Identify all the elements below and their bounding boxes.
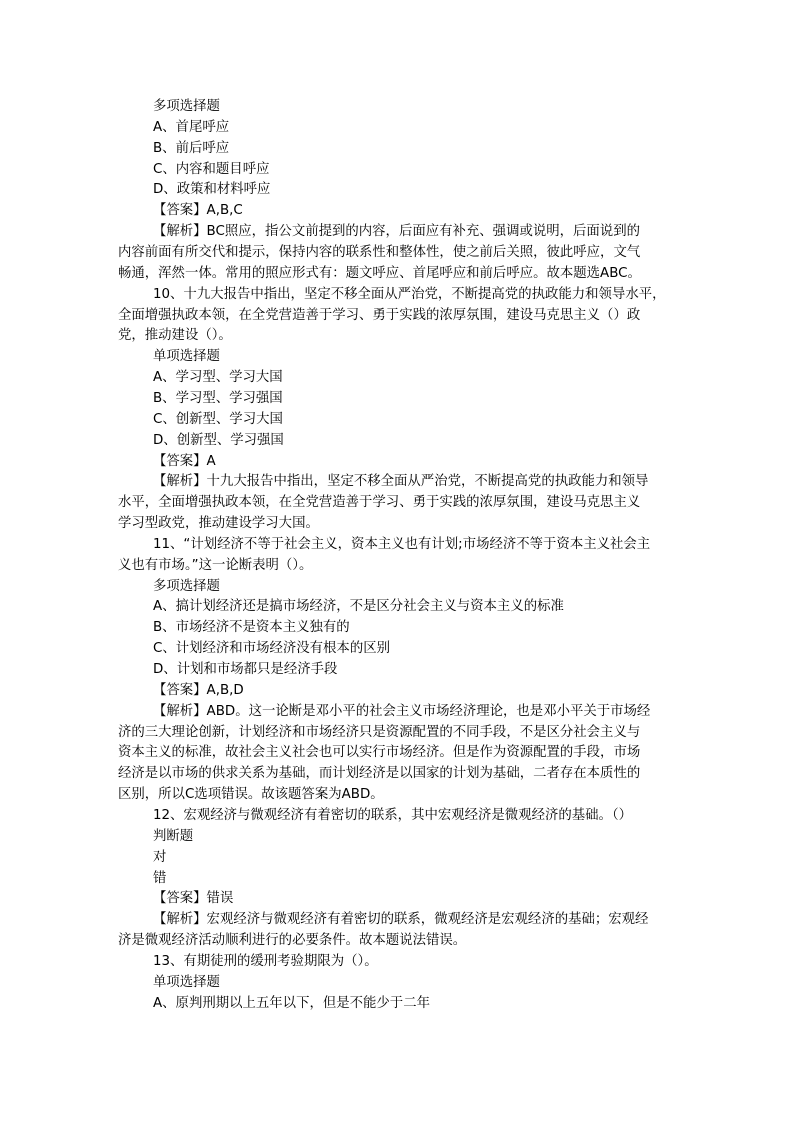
text-line: 【解析】ABD。这一论断是邓小平的社会主义市场经济理论，也是邓小平关于市场经: [153, 703, 651, 719]
text-line: 【答案】A,B,C: [153, 203, 243, 219]
text-line: 内容前面有所交代和提示，保持内容的联系性和整体性，使之前后关照，彼此呼应，文气: [118, 245, 641, 260]
text-line: A、学习型、学习大国: [153, 370, 283, 386]
text-line: 单项选择题: [153, 349, 220, 365]
text-line: C、创新型、学习大国: [153, 411, 283, 427]
text-line: 党，推动建设（）。: [118, 328, 232, 344]
text-line: 11、“计划经济不等于社会主义，资本主义也有计划;市场经济不等于资本主义社会主: [153, 536, 651, 552]
text-line: 多项选择题: [153, 578, 220, 594]
text-line: B、学习型、学习强国: [153, 390, 283, 406]
text-line: 济的三大理论创新，计划经济和市场经济只是资源配置的不同手段，不是区分社会主义与: [118, 724, 641, 740]
text-line: 【解析】十九大报告中指出，坚定不移全面从严治党，不断提高党的执政能力和领导: [153, 474, 649, 490]
text-line: 全面增强执政本领，在全党营造善于学习、勇于实践的浓厚氛围，建设马克思主义（）政: [118, 307, 641, 323]
text-line: 资本主义的标准，故社会主义社会也可以实行市场经济。但是作为资源配置的手段，市场: [118, 745, 641, 761]
text-line: 济是微观经济活动顺利进行的必要条件。故本题说法错误。: [118, 933, 467, 948]
text-line: 【解析】宏观经济与微观经济有着密切的联系，微观经济是宏观经济的基础；宏观经: [153, 912, 649, 928]
text-line: 学习型政党，推动建设学习大国。: [118, 516, 319, 531]
text-line: 义也有市场。”这一论断表明（）。: [118, 557, 313, 573]
text-line: D、政策和材料呼应: [153, 182, 271, 198]
text-line: 多项选择题: [153, 99, 220, 114]
text-line: 【答案】A: [153, 453, 216, 469]
text-line: B、市场经济不是资本主义独有的: [153, 620, 350, 636]
text-line: D、创新型、学习强国: [153, 432, 284, 448]
text-line: 10、十九大报告中指出，坚定不移全面从严治党，不断提高党的执政能力和领导水平，: [153, 286, 666, 302]
text-line: A、搞计划经济还是搞市场经济，不是区分社会主义与资本主义的标准: [153, 599, 564, 615]
text-line: 水平，全面增强执政本领，在全党营造善于学习、勇于实践的浓厚氛围，建设马克思主义: [118, 495, 641, 511]
text-line: 【解析】BC照应，指公文前提到的内容，后面应有补充、强调或说明，后面说到的: [153, 224, 640, 240]
text-line: C、内容和题目呼应: [153, 161, 270, 177]
text-line: 12、宏观经济与微观经济有着密切的联系，其中宏观经济是微观经济的基础。（）: [153, 807, 633, 823]
text-line: 区别，所以C选项错误。故该题答案为ABD。: [118, 787, 384, 803]
text-line: 【答案】A,B,D: [153, 682, 244, 698]
text-line: 单项选择题: [153, 974, 220, 990]
text-line: B、前后呼应: [153, 140, 230, 156]
text-line: 【答案】错误: [153, 891, 234, 907]
text-line: C、计划经济和市场经济没有根本的区别: [153, 641, 390, 657]
text-line: A、原判刑期以上五年以下，但是不能少于二年: [153, 995, 430, 1011]
text-line: 对: [153, 849, 167, 865]
text-line: 13、有期徒刑的缓刑考验期限为（）。: [153, 953, 378, 969]
text-line: 错: [153, 870, 167, 886]
text-line: 判断题: [153, 828, 194, 844]
text-line: 畅通，浑然一体。常用的照应形式有：题文呼应、首尾呼应和前后呼应。故本题选ABC。: [118, 265, 641, 281]
text-line: D、计划和市场都只是经济手段: [153, 662, 338, 677]
text-line: 经济是以市场的供求关系为基础，而计划经济是以国家的计划为基础，二者存在本质性的: [118, 766, 641, 782]
text-line: A、首尾呼应: [153, 119, 230, 135]
